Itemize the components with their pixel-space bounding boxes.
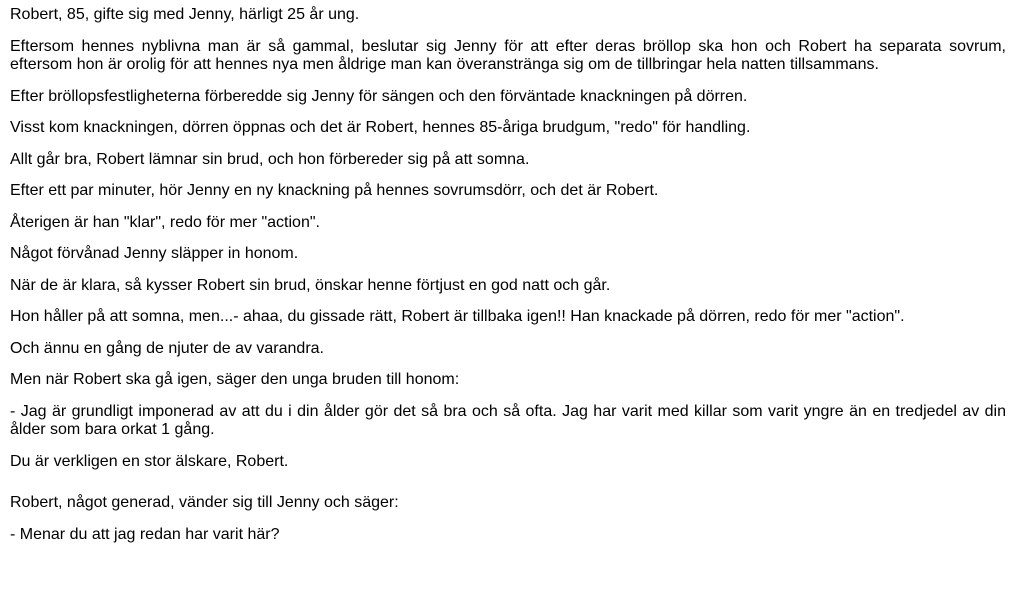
paragraph: Allt går bra, Robert lämnar sin brud, och hon förbereder sig på att somna. [10, 150, 530, 168]
paragraph: Eftersom hennes nyblivna man är så gammal, beslutar sig Jenny för att efter deras bröllop ska hon och Robert ha separata sovrum, eftersom hon är orolig för att hennes nya men åldrige man kan överanstränga sig om de tillbringar hela natten tillsammans. [10, 37, 1006, 73]
paragraph: Men när Robert ska gå igen, säger den unga bruden till honom: [10, 371, 460, 388]
paragraph: När de är klara, så kysser Robert sin brud, önskar henne förtjust en god natt och går. [10, 276, 611, 294]
paragraph: Återigen är han "klar", redo för mer "action". [10, 213, 320, 231]
paragraph: Du är verkligen en stor älskare, Robert. [10, 452, 289, 470]
paragraph: Efter bröllopsfestligheterna förberedde sig Jenny för sängen och den förväntade knackningen på dörren. [10, 87, 748, 105]
paragraph: Hon håller på att somna, men...- ahaa, du gissade rätt, Robert är tillbaka igen!! Han knackade på dörren, redo för mer "action". [10, 308, 905, 325]
paragraph: - Jag är grundligt imponerad av att du i din ålder gör det så bra och så ofta. Jag har varit med killar som varit yngre än en tredjedel av din ålder som bara orkat 1 gång. [10, 402, 1006, 438]
paragraph: Robert, något generad, vänder sig till Jenny och säger: [10, 494, 399, 511]
paragraph: Efter ett par minuter, hör Jenny en ny knackning på hennes sovrumsdörr, och det är Robert. [10, 182, 659, 199]
paragraph: Något förvånad Jenny släpper in honom. [10, 245, 299, 262]
paragraph: Visst kom knackningen, dörren öppnas och det är Robert, hennes 85-åriga brudgum, "redo" för handling. [10, 119, 751, 136]
paragraph: Robert, 85, gifte sig med Jenny, härligt 25 år ung. [10, 6, 360, 23]
paragraph: Och ännu en gång de njuter de av varandra. [10, 339, 324, 357]
paragraph: - Menar du att jag redan har varit här? [10, 525, 280, 543]
